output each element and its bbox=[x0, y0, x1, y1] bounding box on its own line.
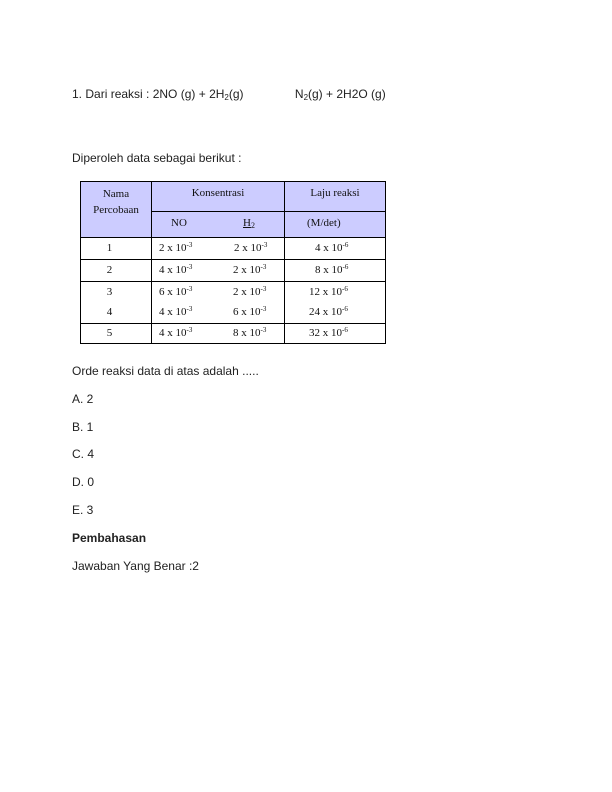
row-4-no-conc: 4 x $10^{-3}$ bbox=[159, 305, 193, 318]
row-1-h2-conc: 2 x $10^{-3}$ bbox=[234, 241, 268, 254]
option-e: E. 3 bbox=[72, 503, 94, 517]
row-3-h2-conc: 2 x $10^{-3}$ bbox=[233, 285, 267, 298]
row-5-no-conc: 4 x $10^{-3}$ bbox=[159, 326, 193, 339]
row-2-h2-conc: 2 x $10^{-3}$ bbox=[233, 263, 267, 276]
pembahasan-heading: Pembahasan bbox=[72, 531, 147, 545]
row-1-no: 1 bbox=[106, 242, 113, 254]
header-konsentrasi: Konsentrasi bbox=[191, 187, 245, 199]
answer-text: Jawaban Yang Benar :2 bbox=[72, 559, 199, 573]
header-no: NO bbox=[171, 217, 187, 229]
row-2-no: 2 bbox=[106, 264, 113, 276]
row-4-h2-conc: 6 x $10^{-3}$ bbox=[233, 305, 267, 318]
question-prompt: Orde reaksi data di atas adalah ..... bbox=[72, 364, 259, 378]
reactants: 2NO $(g) + 2H_2(g)$ bbox=[152, 87, 244, 102]
row-1-no-conc: 2 x $10^{-3}$ bbox=[159, 241, 193, 254]
option-b: B. 1 bbox=[72, 420, 94, 434]
row-5-h2-conc: 8 x $10^{-3}$ bbox=[233, 326, 267, 339]
row-5-no: 5 bbox=[106, 327, 113, 339]
row-4-no: 4 bbox=[106, 306, 113, 318]
data-table bbox=[80, 181, 386, 344]
data-intro: Diperoleh data sebagai berikut : bbox=[72, 151, 242, 165]
option-d: D. 0 bbox=[72, 475, 95, 489]
row-5-rate: 32 x $10^{-6}$ bbox=[309, 326, 348, 339]
header-h2: $H_2$ bbox=[243, 217, 255, 230]
row-3-rate: 12 x $10^{-6}$ bbox=[309, 285, 348, 298]
row-1-rate: 4 x $10^{-6}$ bbox=[315, 241, 349, 254]
products: $N_2(g) + 2H2O$ (g) bbox=[294, 87, 386, 102]
row-2-no-conc: 4 x $10^{-3}$ bbox=[159, 263, 193, 276]
header-nama-percobaan: Nama Percobaan bbox=[93, 188, 139, 216]
question-intro: Dari reaksi : bbox=[85, 87, 150, 101]
question-reaction bbox=[72, 87, 386, 101]
question-number: 1. bbox=[72, 87, 83, 101]
row-3-no-conc: 6 x $10^{-3}$ bbox=[159, 285, 193, 298]
row-4-rate: 24 x $10^{-6}$ bbox=[309, 305, 348, 318]
header-unit: (M/det) bbox=[307, 217, 341, 229]
option-c: C. 4 bbox=[72, 447, 95, 461]
row-2-rate: 8 x $10^{-6}$ bbox=[315, 263, 349, 276]
option-a: A. 2 bbox=[72, 392, 94, 406]
row-3-no: 3 bbox=[106, 286, 113, 298]
header-laju-reaksi: Laju reaksi bbox=[310, 187, 360, 199]
